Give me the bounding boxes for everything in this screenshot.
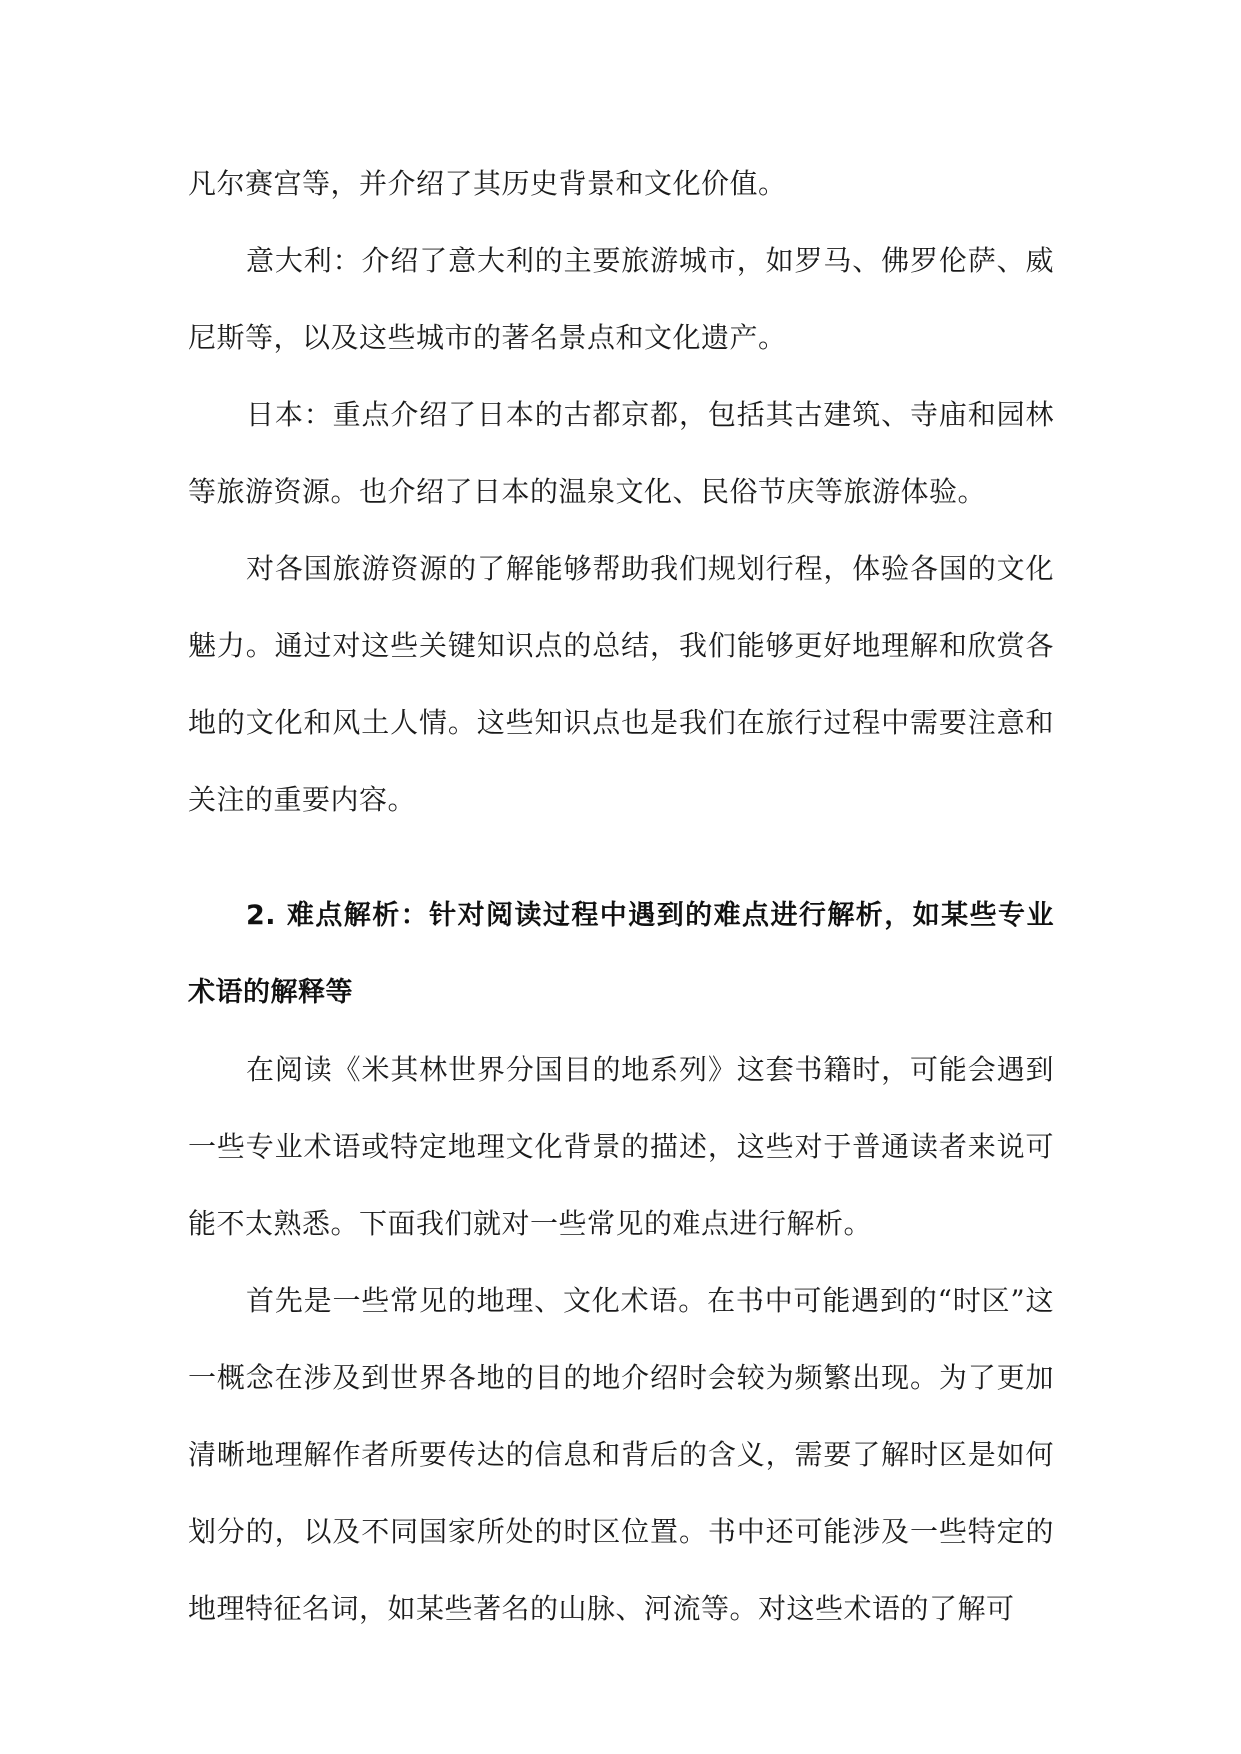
document-body — [188, 145, 1054, 1647]
section-spacer — [188, 838, 1054, 877]
paragraph-japan: 日本：重点介绍了日本的古都京都，包括其古建筑、寺庙和园林等旅游资源。也介绍了日本的温泉文化、民俗节庆等旅游体验。 — [188, 398, 1054, 508]
paragraph-italy: 意大利：介绍了意大利的主要旅游城市，如罗马、佛罗伦萨、威尼斯等，以及这些城市的著名景点和文化遗产。 — [188, 244, 1054, 354]
paragraph-terms: 首先是一些常见的地理、文化术语。在书中可能遇到的“时区”这一概念在涉及到世界各地的目的地介绍时会较为频繁出现。为了更加清晰地理解作者所要传达的信息和背后的含义，需要了解时区是如何划分的，以及不同国家所处的时区位置。书中还可能涉及一些特定的地理特征名词，如某些著名的山脉、河流等。对这些术语的了解可 — [188, 1284, 1054, 1625]
paragraph-summary: 对各国旅游资源的了解能够帮助我们规划行程，体验各国的文化魅力。通过对这些关键知识点的总结，我们能够更好地理解和欣赏各地的文化和风土人情。这些知识点也是我们在旅行过程中需要注意和关注的重要内容。 — [188, 552, 1054, 816]
paragraph-continuation: 凡尔赛宫等，并介绍了其历史背景和文化价值。 — [188, 167, 787, 200]
paragraph-intro-difficulties: 在阅读《米其林世界分国目的地系列》这套书籍时，可能会遇到一些专业术语或特定地理文化背景的描述，这些对于普通读者来说可能不太熟悉。下面我们就对一些常见的难点进行解析。 — [188, 1053, 1054, 1240]
section-heading: 2. 难点解析：针对阅读过程中遇到的难点进行解析，如某些专业术语的解释等 — [188, 900, 1054, 1008]
